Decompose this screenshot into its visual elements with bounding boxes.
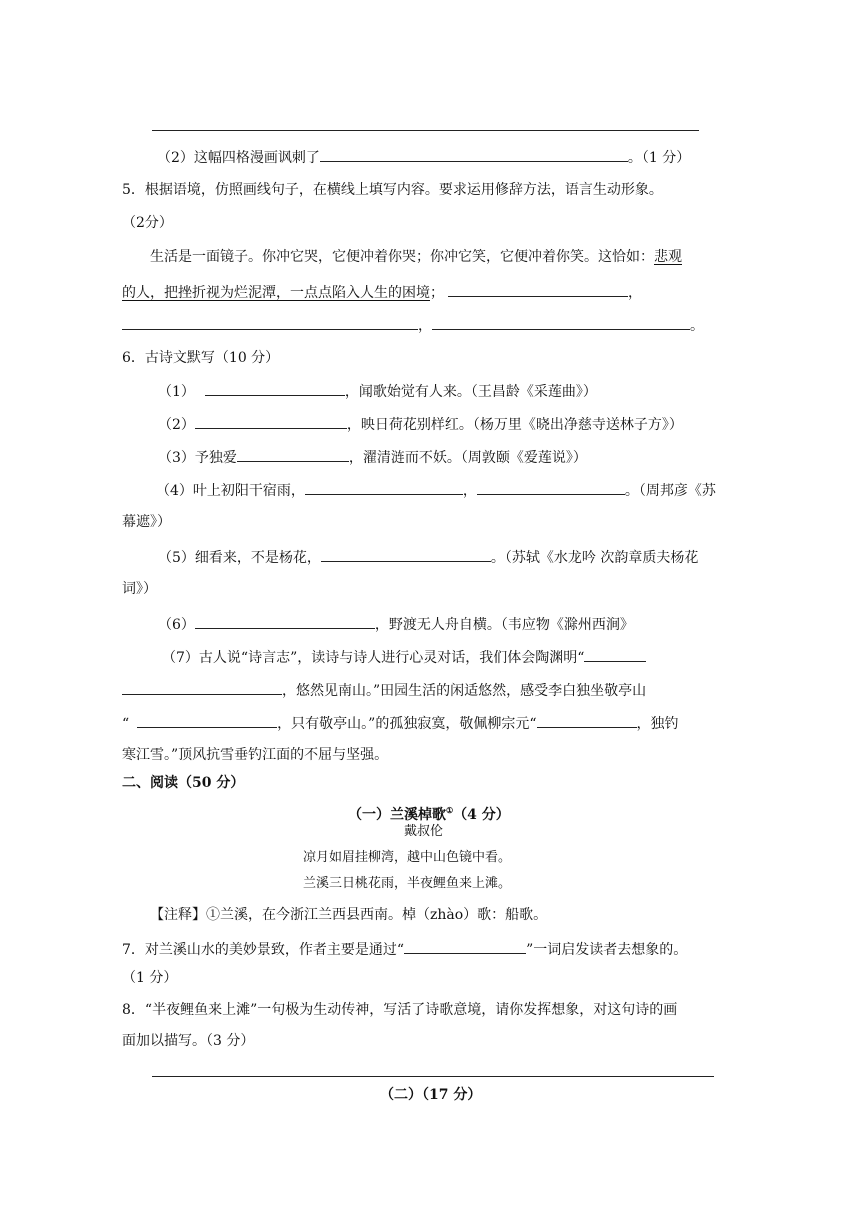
- poem-heading-text: （一）兰溪棹歌: [348, 807, 446, 823]
- q5-period: 。: [690, 318, 704, 334]
- q6-item4-num: （4）叶上初阳干宿雨，: [156, 483, 305, 499]
- q6-item3-text: ，濯清涟而不妖。（周敦颐《爱莲说》）: [348, 450, 587, 466]
- poem-score: （4 分）: [453, 807, 510, 823]
- part2-title: （二）（17 分）: [380, 1087, 482, 1103]
- q7-text-a: 7．对兰溪山水的美妙景致，作者主要是通过“: [122, 942, 405, 958]
- q5-semicolon: ；: [430, 285, 444, 301]
- poem-line2: 兰溪三日桃花雨，半夜鲤鱼来上滩。: [303, 876, 512, 891]
- q6-item1-text: ，闻歌始觉有人来。（王昌龄《采莲曲》）: [344, 384, 597, 400]
- q5-comma: ，: [628, 285, 642, 301]
- q5-blank-3[interactable]: [432, 314, 690, 330]
- poem-line1: 凉月如眉挂柳湾，越中山色镜中看。: [303, 850, 512, 865]
- q6-item6-num: （6）: [158, 617, 195, 633]
- q6-item7-blank-2[interactable]: [137, 712, 277, 728]
- q5-underlined-b: 的人，把挫折视为烂泥潭，一点点陷入人生的困境: [122, 285, 430, 301]
- q4-2-blank[interactable]: [320, 146, 628, 162]
- q4-2-text: （2）这幅四格漫画讽刺了: [157, 150, 320, 166]
- q6-item7-b-text: ，悠然见南山。”田园生活的闲适悠然，感受李白独坐敬亭山: [282, 683, 647, 699]
- q6-item1-num: （1）: [158, 384, 195, 400]
- q6-item4: [156, 479, 716, 499]
- q6-item2-blank[interactable]: [195, 413, 347, 429]
- answer-line-top: [152, 130, 699, 131]
- q5-context: 生活是一面镜子。你冲它哭，它便冲着你哭；你冲它笑，它便冲着你笑。这恰如：: [150, 249, 654, 265]
- q6-item4-tail: 。（周邦彦《苏: [624, 483, 716, 499]
- q6-item4-mid: ，: [462, 483, 477, 499]
- poem-note: 【注释】①兰溪，在今浙江兰西县西南。棹（zhào）歌：船歌。: [150, 907, 548, 923]
- q5-comma2: ，: [418, 318, 432, 334]
- poem-heading: [348, 800, 510, 823]
- q7-blank[interactable]: [404, 938, 526, 954]
- q6-item7-a: [162, 646, 646, 666]
- q7-text-b: ”一词启发读者去想象的。: [526, 942, 688, 958]
- q6-item5-tail: 。（苏轼《水龙吟 次韵章质夫杨花: [490, 550, 699, 566]
- q5-line5: [122, 314, 704, 334]
- q6-item4-blank-1[interactable]: [305, 479, 463, 495]
- q6-item7-blank-1b[interactable]: [122, 679, 282, 695]
- q6-item6-text: ，野渡无人舟自横。（韦应物《滁州西涧》: [374, 617, 634, 633]
- q6-item6-blank[interactable]: [195, 613, 375, 629]
- q6-item1: [158, 380, 597, 400]
- q6-item5: [158, 546, 698, 566]
- q5-line4: [122, 281, 642, 301]
- q6-item7-c: [122, 712, 679, 732]
- q6-item2-text: ，映日荷花别样红。（杨万里《晓出净慈寺送林子方》）: [346, 417, 683, 433]
- q6-item7-c2: ，只有敬亭山。”的孤独寂寞，敬佩柳宗元“: [277, 716, 537, 732]
- q5-context-line: [150, 247, 682, 267]
- q5-line1: 5．根据语境，仿照画线句子，在横线上填写内容。要求运用修辞方法，语言生动形象。: [122, 182, 663, 198]
- q6-item7-d: 寒江雪。”顶风抗雪垂钓江面的不屈与坚强。: [122, 747, 389, 763]
- q4-2-line: [157, 146, 690, 166]
- q6-item5-cont: 词》）: [122, 581, 157, 597]
- q6-item3: [158, 446, 587, 466]
- q6-item7-b: [122, 679, 646, 699]
- q6-item5-num: （5）细看来，不是杨花，: [158, 550, 321, 566]
- q6-item5-blank[interactable]: [321, 546, 491, 562]
- q7-line2: （1 分）: [122, 970, 178, 986]
- q6-item4-blank-2[interactable]: [477, 479, 625, 495]
- q6-item2-num: （2）: [158, 417, 195, 433]
- answer-line-q8: [152, 1076, 714, 1077]
- q4-2-tail: 。（1 分）: [627, 150, 691, 166]
- q7-line1: [122, 938, 687, 958]
- q6-item7-a-text: （7）古人说“诗言志”，读诗与诗人进行心灵对话，我们体会陶渊明“: [162, 650, 585, 666]
- q6-item2: [158, 413, 683, 433]
- q5-blank-2[interactable]: [122, 314, 418, 330]
- q6-item7-blank-1a[interactable]: [584, 646, 646, 662]
- section2-title: 二、阅读（50 分）: [122, 775, 245, 791]
- q6-item7-c3: ，独钓: [636, 716, 679, 732]
- q6-title: 6．古诗文默写（10 分）: [122, 350, 280, 366]
- q5-line2: （2分）: [122, 215, 173, 231]
- poem-author: 戴叔伦: [404, 824, 444, 839]
- q8-line1: 8．“半夜鲤鱼来上滩”一句极为生动传神，写活了诗歌意境，请你发挥想象，对这句诗的画: [122, 1002, 678, 1018]
- q8-line2: 面加以描写。（3 分）: [122, 1033, 255, 1049]
- q6-item7-c1: “: [122, 716, 130, 732]
- poem-note-mark: ①: [446, 805, 454, 815]
- q6-item7-blank-3[interactable]: [537, 712, 637, 728]
- q5-underlined-a: 悲观: [654, 249, 682, 265]
- q6-item1-blank[interactable]: [205, 380, 345, 396]
- q6-item3-blank[interactable]: [237, 446, 349, 462]
- q5-blank-1[interactable]: [448, 281, 628, 297]
- q6-item4-cont: 幕遮》）: [122, 514, 171, 530]
- q6-item3-num: （3）予独爱: [158, 450, 237, 466]
- q6-item6: [158, 613, 634, 633]
